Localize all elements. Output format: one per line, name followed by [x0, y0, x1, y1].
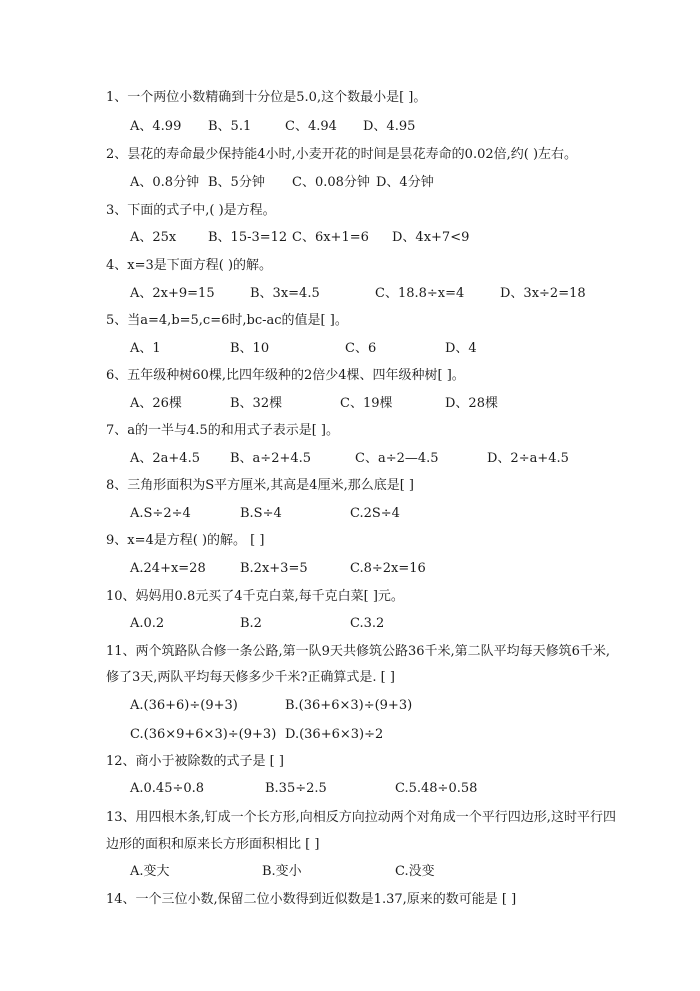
option-8c: C.2S÷4: [350, 506, 400, 521]
question-2: 2、昙花的寿命最少保持能4小时,小麦开花的时间是昙花寿命的0.02倍,约( )左右。: [106, 147, 578, 162]
option-3d: D、4x+7<9: [392, 230, 470, 245]
option-1b: B、5.1: [208, 119, 252, 134]
option-8b: B.S÷4: [240, 506, 282, 521]
question-13-line-1: 13、用四根木条,钉成一个长方形,向相反方向拉动两个对角成一个平行四边形,这时平行四: [106, 810, 616, 825]
option-13a: A.变大: [130, 864, 170, 879]
question-12: 12、商小于被除数的式子是 [ ]: [106, 754, 284, 769]
option-11c: C.(36×9+6×3)÷(9+3): [130, 727, 277, 742]
option-1a: A、4.99: [130, 119, 182, 134]
option-10a: A.0.2: [130, 616, 165, 631]
option-4c: C、18.8÷x=4: [375, 286, 465, 301]
option-7c: C、a÷2—4.5: [355, 451, 439, 466]
option-10b: B.2: [240, 616, 262, 631]
option-3b: B、15-3=12: [208, 230, 288, 245]
question-13-line-2: 边形的面积和原来长方形面积相比 [ ]: [106, 837, 320, 852]
option-10c: C.3.2: [350, 616, 385, 631]
option-7b: B、a÷2+4.5: [230, 451, 312, 466]
question-7: 7、a的一半与4.5的和用式子表示是[ ]。: [106, 423, 339, 438]
option-11d: D.(36+6×3)÷2: [285, 727, 384, 742]
option-6a: A、26棵: [130, 396, 182, 411]
question-11-line-1: 11、两个筑路队合修一条公路,第一队9天共修筑公路36千米,第二队平均每天修筑6千米,: [106, 644, 611, 659]
option-8a: A.S÷2÷4: [130, 506, 191, 521]
option-2d: D、4分钟: [376, 175, 434, 190]
option-13b: B.变小: [262, 864, 302, 879]
option-3a: A、25x: [130, 230, 177, 245]
option-2c: C、0.08分钟: [292, 175, 370, 190]
option-6c: C、19棵: [340, 396, 393, 411]
option-9b: B.2x+3=5: [240, 561, 308, 576]
option-5d: D、4: [445, 341, 477, 356]
option-12a: A.0.45÷0.8: [130, 781, 205, 796]
question-10: 10、妈妈用0.8元买了4千克白菜,每千克白菜[ ]元。: [106, 589, 404, 604]
question-1: 1、一个两位小数精确到十分位是5.0,这个数最小是[ ]。: [106, 90, 427, 105]
option-7d: D、2÷a+4.5: [487, 451, 569, 466]
option-7a: A、2a+4.5: [130, 451, 200, 466]
option-12c: C.5.48÷0.58: [395, 781, 478, 796]
option-12b: B.35÷2.5: [265, 781, 327, 796]
option-5b: B、10: [230, 341, 270, 356]
question-14: 14、一个三位小数,保留二位小数得到近似数是1.37,原来的数可能是 [ ]: [106, 892, 517, 907]
option-13c: C.没变: [395, 864, 435, 879]
option-2a: A、0.8分钟: [130, 175, 200, 190]
option-5c: C、6: [345, 341, 377, 356]
option-6b: B、32棵: [230, 396, 283, 411]
option-4a: A、2x+9=15: [130, 286, 215, 301]
option-6d: D、28棵: [445, 396, 498, 411]
question-11-line-2: 修了3天,两队平均每天修多少千米?正确算式是. [ ]: [106, 670, 395, 685]
question-6: 6、五年级种树60棵,比四年级种的2倍少4棵、四年级种树[ ]。: [106, 368, 465, 383]
question-8: 8、三角形面积为S平方厘米,其高是4厘米,那么底是[ ]: [106, 478, 414, 493]
option-9c: C.8÷2x=16: [350, 561, 426, 576]
option-11a: A.(36+6)÷(9+3): [130, 698, 238, 713]
question-9: 9、x=4是方程( )的解。 [ ]: [106, 533, 265, 548]
option-4b: B、3x=4.5: [250, 286, 320, 301]
option-1d: D、4.95: [363, 119, 416, 134]
option-9a: A.24+x=28: [130, 561, 206, 576]
option-3c: C、6x+1=6: [292, 230, 369, 245]
option-2b: B、5分钟: [208, 175, 265, 190]
question-3: 3、下面的式子中,( )是方程。: [106, 203, 276, 218]
option-4d: D、3x÷2=18: [500, 286, 586, 301]
question-4: 4、x=3是下面方程( )的解。: [106, 258, 273, 273]
question-5: 5、当a=4,b=5,c=6时,bc-ac的值是[ ]。: [106, 313, 348, 328]
option-11b: B.(36+6×3)÷(9+3): [285, 698, 413, 713]
option-1c: C、4.94: [285, 119, 337, 134]
option-5a: A、1: [130, 341, 161, 356]
